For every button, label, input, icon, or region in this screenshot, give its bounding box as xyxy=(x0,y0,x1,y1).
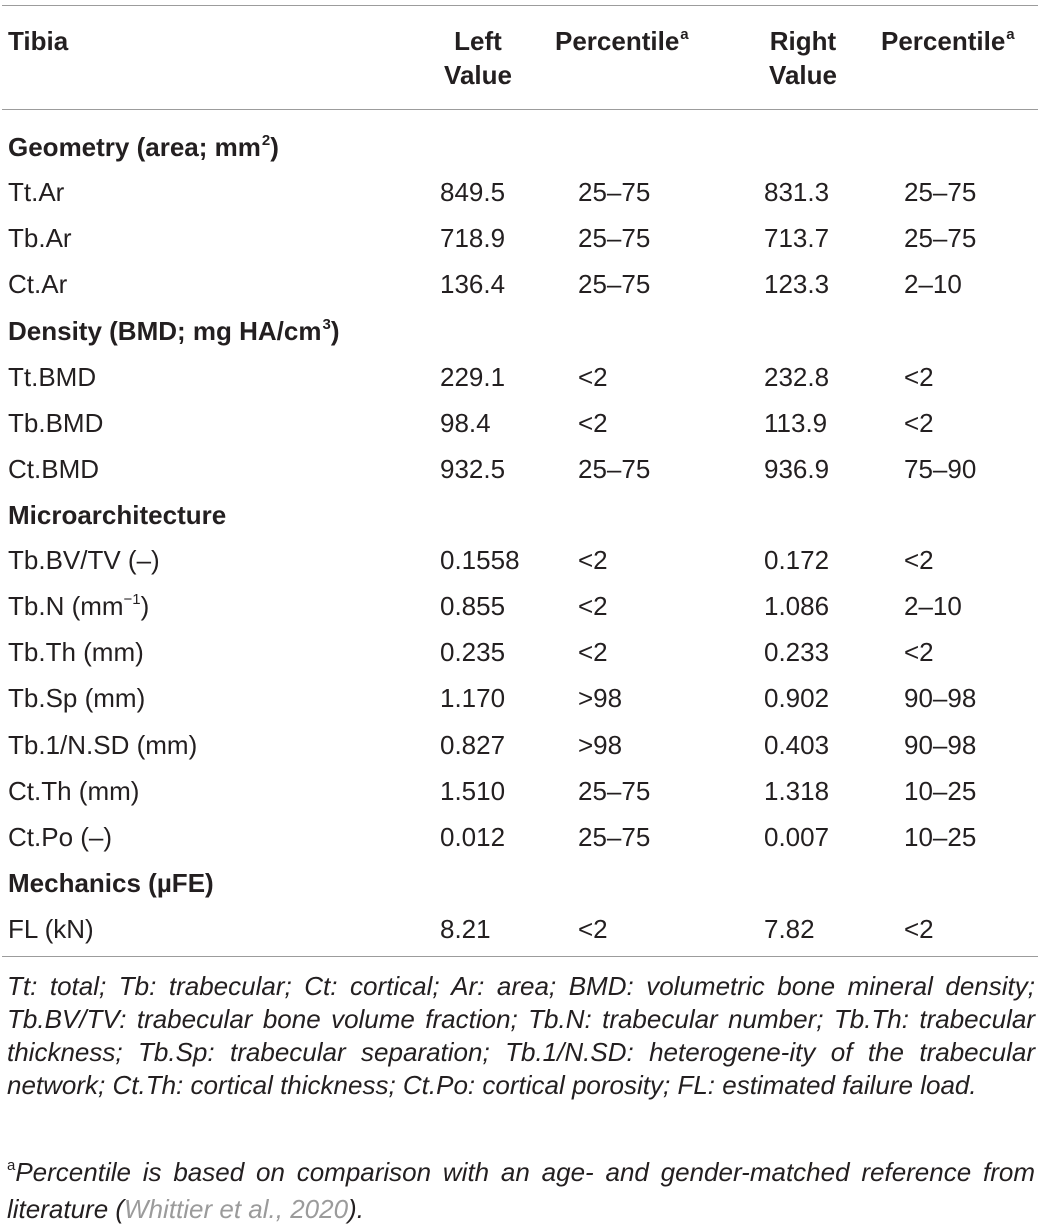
row-label: Tb.Sp (mm) xyxy=(8,683,146,713)
row-left-value: 0.012 xyxy=(440,822,506,852)
row-right-value: 713.7 xyxy=(764,223,830,253)
row-left-percentile: <2 xyxy=(578,408,608,438)
row-right-value: 0.172 xyxy=(764,545,830,575)
header-left-value xyxy=(440,24,516,92)
row-label: Tb.BMD xyxy=(8,408,104,438)
row-right-percentile: 2–10 xyxy=(904,269,962,299)
row-left-percentile: <2 xyxy=(578,362,608,392)
header-right-line1: Right xyxy=(769,26,837,56)
row-right-value: 0.233 xyxy=(764,637,830,667)
footnote-abbreviations: Tt: total; Tb: trabecular; Ct: cortical; Ar: area; BMD: volumetric bone mineral density; Tb.BV/TV: trabecular bone volume fraction; Tb.N: trabecular number; Tb.Th: trabecular thickness; Tb.Sp: trabecular separation; Tb.1/N.SD: heterogene-ity of the trabecular network; Ct.Th: cortical thickness; Ct.Po: cortical porosity; FL: estimated failure load. xyxy=(7,971,1035,1100)
row-right-percentile: 90–98 xyxy=(904,730,977,760)
row-right-percentile: 10–25 xyxy=(904,776,977,806)
row-right-percentile: <2 xyxy=(904,545,934,575)
section-microarchitecture: Microarchitecture xyxy=(8,500,227,530)
row-right-percentile: 25–75 xyxy=(904,177,977,207)
section-geometry-close: ) xyxy=(270,132,279,162)
row-left-percentile: <2 xyxy=(578,637,608,667)
row-left-value: 0.235 xyxy=(440,637,506,667)
header-bottom-rule xyxy=(2,109,1038,110)
header-right-percentile-mark: a xyxy=(1006,26,1015,43)
row-right-value: 0.007 xyxy=(764,822,830,852)
row-label-close: ) xyxy=(140,591,150,621)
row-right-percentile: <2 xyxy=(904,637,934,667)
row-left-value: 0.855 xyxy=(440,591,506,621)
section-geometry-sup: 2 xyxy=(261,132,271,149)
row-label: Ct.Ar xyxy=(8,269,68,299)
section-mechanics: Mechanics (µFE) xyxy=(8,868,214,898)
section-geometry xyxy=(8,130,279,169)
row-left-value: 1.510 xyxy=(440,776,506,806)
row-right-value: 1.086 xyxy=(764,591,830,621)
footnote-percentile-text: Percentile is based on comparison with an age- and gender-matched reference from literature ( xyxy=(7,1157,1035,1224)
row-left-percentile: 25–75 xyxy=(578,177,651,207)
row-label: Tb.1/N.SD (mm) xyxy=(8,730,198,760)
header-right-percentile-text: Percentile xyxy=(881,26,1006,56)
header-left-percentile xyxy=(555,24,689,63)
row-left-percentile: 25–75 xyxy=(578,776,651,806)
row-label-text: Tb.N (mm xyxy=(8,591,124,621)
footnote-mark: a xyxy=(7,1157,16,1174)
row-right-value: 123.3 xyxy=(764,269,830,299)
row-label: Tb.BV/TV (–) xyxy=(8,545,160,575)
row-left-percentile: 25–75 xyxy=(578,223,651,253)
row-left-value: 136.4 xyxy=(440,269,506,299)
row-left-value: 932.5 xyxy=(440,454,506,484)
row-left-value: 0.1558 xyxy=(440,545,520,575)
row-left-value: 229.1 xyxy=(440,362,506,392)
footnote-percentile xyxy=(7,1156,1035,1226)
row-right-value: 0.902 xyxy=(764,683,830,713)
row-left-percentile: 25–75 xyxy=(578,822,651,852)
row-right-value: 232.8 xyxy=(764,362,830,392)
row-right-percentile: 2–10 xyxy=(904,591,962,621)
row-right-value: 1.318 xyxy=(764,776,830,806)
row-right-value: 936.9 xyxy=(764,454,830,484)
header-left-line2: Value xyxy=(444,60,512,90)
row-left-percentile: <2 xyxy=(578,545,608,575)
row-left-value: 849.5 xyxy=(440,177,506,207)
header-right-value xyxy=(764,24,842,92)
row-left-percentile: >98 xyxy=(578,730,623,760)
row-label: Ct.Po (–) xyxy=(8,822,113,852)
row-right-percentile: 75–90 xyxy=(904,454,977,484)
row-right-percentile: <2 xyxy=(904,362,934,392)
row-label: Tb.Th (mm) xyxy=(8,637,144,667)
row-right-value: 831.3 xyxy=(764,177,830,207)
row-left-value: 1.170 xyxy=(440,683,506,713)
table-top-rule xyxy=(2,5,1038,6)
row-label: Tb.Ar xyxy=(8,223,72,253)
row-right-percentile: <2 xyxy=(904,408,934,438)
row-right-percentile: 10–25 xyxy=(904,822,977,852)
footnote-percentile-close: ). xyxy=(348,1194,364,1224)
row-left-value: 0.827 xyxy=(440,730,506,760)
header-tibia: Tibia xyxy=(8,26,69,56)
section-density-sup: 3 xyxy=(322,316,331,333)
section-density-close: ) xyxy=(330,316,340,346)
row-right-percentile: <2 xyxy=(904,914,934,944)
row-label-sup: −1 xyxy=(123,591,141,608)
row-left-percentile: <2 xyxy=(578,914,608,944)
citation-link[interactable]: Whittier et al., 2020 xyxy=(124,1194,349,1224)
row-label: Tt.Ar xyxy=(8,177,65,207)
header-right-line2: Value xyxy=(769,60,837,90)
table-bottom-rule xyxy=(2,956,1038,957)
header-right-percentile xyxy=(881,24,1015,63)
row-right-percentile: 90–98 xyxy=(904,683,977,713)
row-right-value: 7.82 xyxy=(764,914,815,944)
row-left-percentile: <2 xyxy=(578,591,608,621)
row-left-value: 98.4 xyxy=(440,408,491,438)
row-left-value: 718.9 xyxy=(440,223,506,253)
row-label: Ct.Th (mm) xyxy=(8,776,140,806)
row-right-percentile: 25–75 xyxy=(904,223,977,253)
row-right-value: 113.9 xyxy=(764,408,828,438)
row-label: Ct.BMD xyxy=(8,454,99,484)
section-density xyxy=(8,314,340,353)
row-left-percentile: 25–75 xyxy=(578,269,651,299)
row-left-percentile: 25–75 xyxy=(578,454,651,484)
row-left-value: 8.21 xyxy=(440,914,491,944)
row-right-value: 0.403 xyxy=(764,730,830,760)
row-label xyxy=(8,589,149,628)
header-left-line1: Left xyxy=(454,26,502,56)
row-label: FL (kN) xyxy=(8,914,94,944)
row-label: Tt.BMD xyxy=(8,362,97,392)
header-left-percentile-mark: a xyxy=(680,26,689,43)
row-left-percentile: >98 xyxy=(578,683,623,713)
section-density-title: Density (BMD; mg HA/cm xyxy=(8,316,322,346)
header-left-percentile-text: Percentile xyxy=(555,26,680,56)
section-geometry-title: Geometry (area; mm xyxy=(8,132,261,162)
